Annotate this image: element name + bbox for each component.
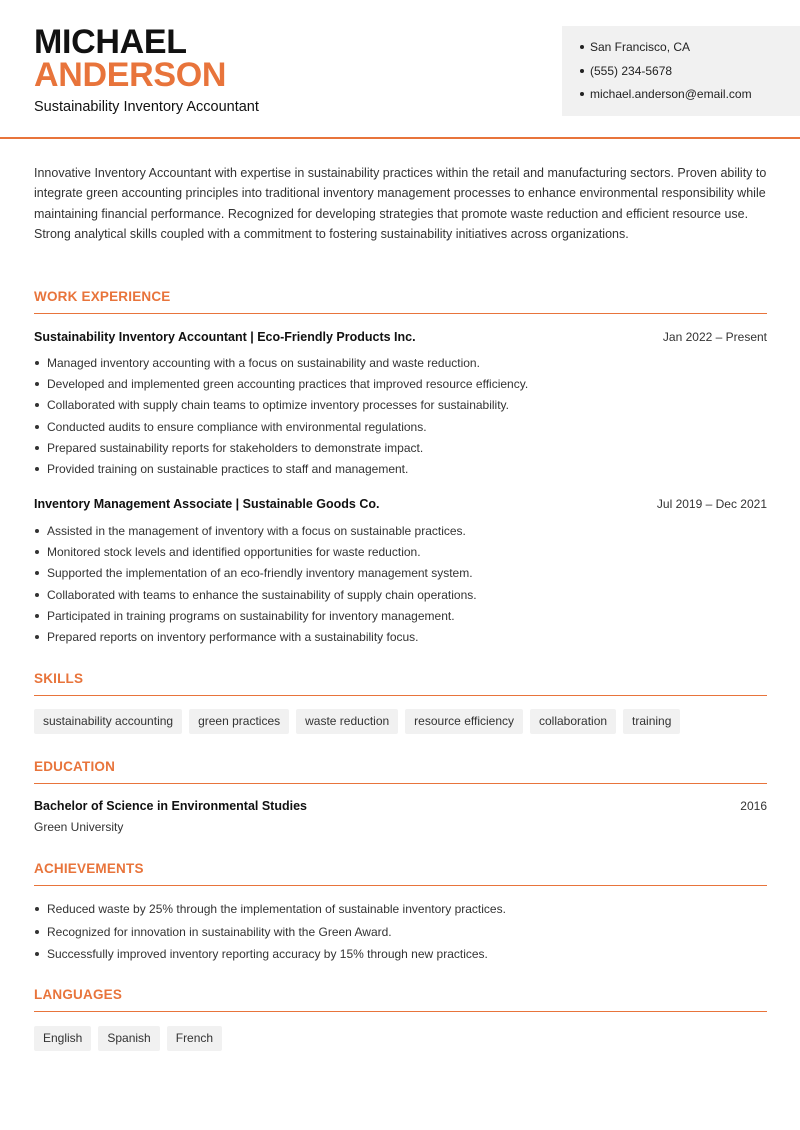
job-bullets <box>34 355 767 482</box>
language-tag: French <box>167 1026 222 1051</box>
list-item: Conducted audits to ensure compliance with environmental regulations. <box>34 419 767 440</box>
degree: Bachelor of Science in Environmental Studies <box>34 799 307 813</box>
skill-tag: training <box>623 709 680 734</box>
language-tag: English <box>34 1026 91 1051</box>
list-item: Collaborated with supply chain teams to optimize inventory processes for sustainability. <box>34 397 767 418</box>
resume-header <box>0 0 800 139</box>
list-item: Supported the implementation of an eco-friendly inventory management system. <box>34 565 767 586</box>
contact-email[interactable]: michael.anderson@email.com <box>580 86 752 110</box>
last-name: ANDERSON <box>34 56 227 94</box>
job-header <box>34 497 767 515</box>
section-title-education: EDUCATION <box>34 759 767 784</box>
summary: Innovative Inventory Accountant with expertise in sustainability practices within the retail and manufacturing sectors. Proven ability to integrate green accounting principles into traditional inventory management processes to enhance environmental responsibility while maintaining financial performance. Recognized for developing strategies that promote waste reduction and efficient resource use. Strong analytical skills coupled with a commitment to fostering sustainability initiatives across organizations. <box>34 166 767 242</box>
skill-tag: collaboration <box>530 709 616 734</box>
section-title-languages: LANGUAGES <box>34 987 767 1012</box>
job-role: Inventory Management Associate | Sustainable Goods Co. <box>34 497 380 511</box>
skills-tags <box>34 709 680 734</box>
job-role: Sustainability Inventory Accountant | Eco-Friendly Products Inc. <box>34 330 416 344</box>
list-item: Collaborated with teams to enhance the sustainability of supply chain operations. <box>34 587 767 608</box>
contact-phone: (555) 234-5678 <box>580 63 752 87</box>
list-item: Managed inventory accounting with a focus on sustainability and waste reduction. <box>34 355 767 376</box>
list-item: Prepared sustainability reports for stakeholders to demonstrate impact. <box>34 440 767 461</box>
education-year: 2016 <box>740 799 767 813</box>
education-header <box>34 799 767 817</box>
job-bullets <box>34 523 767 650</box>
list-item: Recognized for innovation in sustainability with the Green Award. <box>34 924 767 947</box>
skill-tag: waste reduction <box>296 709 398 734</box>
contact-box <box>562 26 800 116</box>
skill-tag: green practices <box>189 709 289 734</box>
list-item: Developed and implemented green accounting practices that improved resource efficiency. <box>34 376 767 397</box>
list-item: Participated in training programs on sustainability for inventory management. <box>34 608 767 629</box>
section-title-skills: SKILLS <box>34 671 767 696</box>
section-title-work: WORK EXPERIENCE <box>34 289 767 314</box>
skill-tag: resource efficiency <box>405 709 523 734</box>
skill-tag: sustainability accounting <box>34 709 182 734</box>
list-item: Reduced waste by 25% through the implementation of sustainable inventory practices. <box>34 901 767 924</box>
job-header <box>34 330 767 348</box>
school-name: Green University <box>34 820 124 834</box>
first-name: MICHAEL <box>34 23 187 61</box>
contact-list <box>580 39 752 110</box>
list-item: Prepared reports on inventory performance with a sustainability focus. <box>34 629 767 650</box>
list-item: Provided training on sustainable practices to staff and management. <box>34 461 767 482</box>
language-tags <box>34 1026 222 1051</box>
list-item: Assisted in the management of inventory with a focus on sustainable practices. <box>34 523 767 544</box>
list-item: Monitored stock levels and identified opportunities for waste reduction. <box>34 544 767 565</box>
list-item: Successfully improved inventory reporting accuracy by 15% through new practices. <box>34 946 767 969</box>
section-title-achievements: ACHIEVEMENTS <box>34 861 767 886</box>
job-dates: Jan 2022 – Present <box>662 330 767 344</box>
job-dates: Jul 2019 – Dec 2021 <box>656 497 767 511</box>
contact-location: San Francisco, CA <box>580 39 752 63</box>
job-title: Sustainability Inventory Accountant <box>34 99 259 115</box>
language-tag: Spanish <box>98 1026 159 1051</box>
achievement-bullets <box>34 901 767 969</box>
